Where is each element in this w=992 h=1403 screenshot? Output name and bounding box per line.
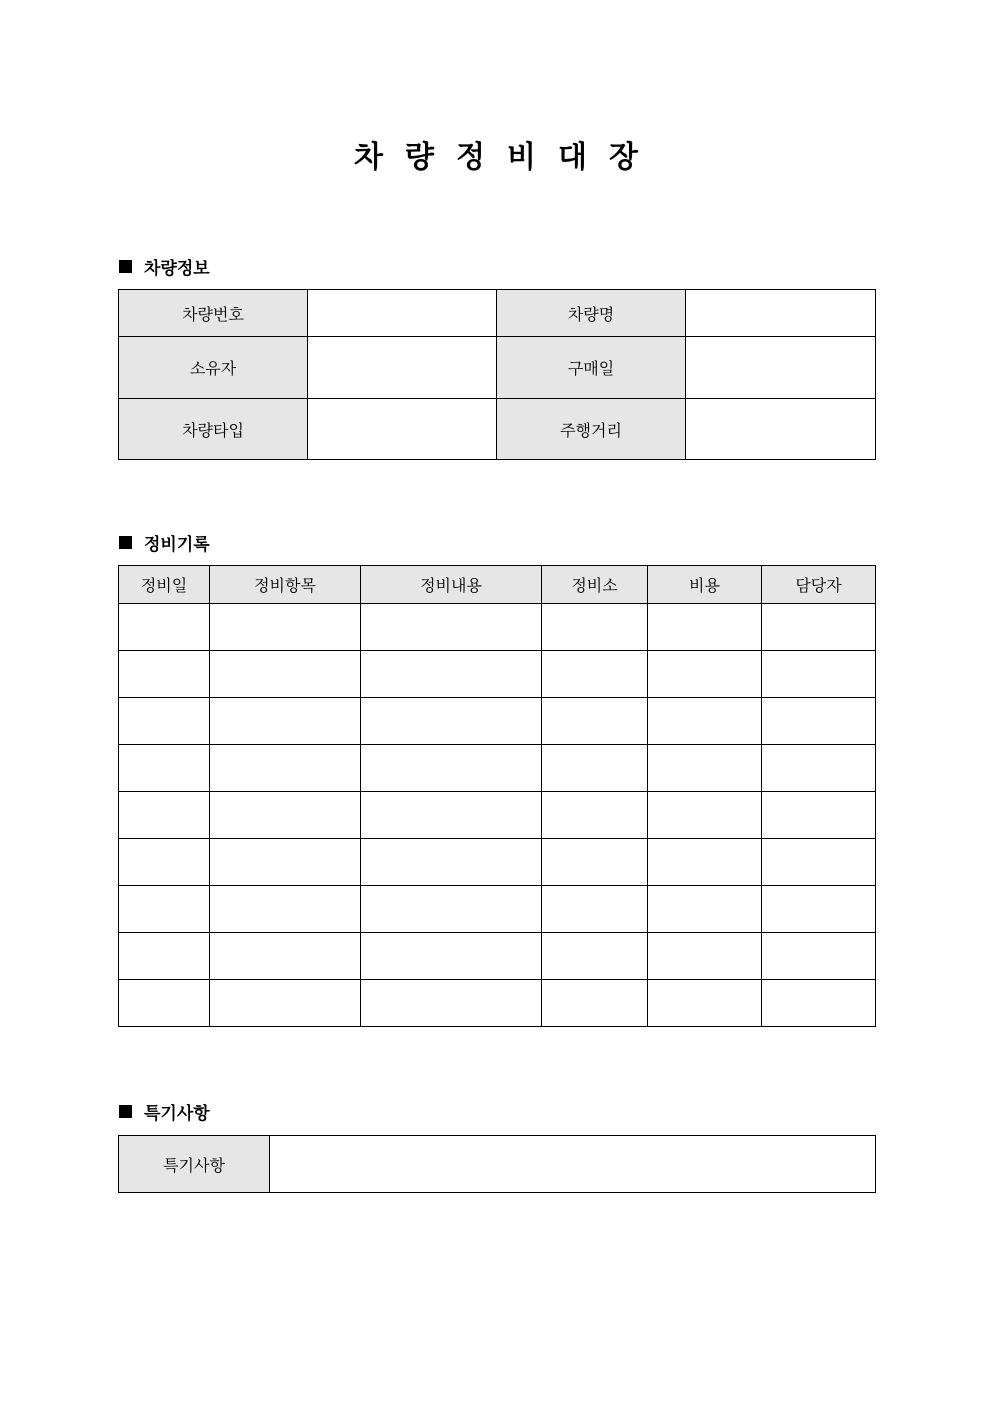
maintenance-cell-details[interactable] — [361, 933, 542, 980]
maintenance-cell-details[interactable] — [361, 698, 542, 745]
maintenance-heading — [119, 530, 210, 555]
square-bullet-icon — [119, 536, 132, 549]
notes-heading — [119, 1099, 210, 1124]
maintenance-cell-shop[interactable] — [542, 651, 648, 698]
table-row — [119, 839, 876, 886]
maintenance-cell-cost[interactable] — [648, 651, 762, 698]
maintenance-cell-item[interactable] — [210, 792, 361, 839]
table-row — [119, 1136, 876, 1193]
maintenance-cell-cost[interactable] — [648, 604, 762, 651]
table-row — [119, 604, 876, 651]
col-header-date: 정비일 — [119, 566, 210, 604]
maintenance-cell-shop[interactable] — [542, 933, 648, 980]
maintenance-cell-item[interactable] — [210, 980, 361, 1027]
maintenance-cell-shop[interactable] — [542, 604, 648, 651]
maintenance-cell-item[interactable] — [210, 839, 361, 886]
maintenance-cell-details[interactable] — [361, 886, 542, 933]
page-title — [0, 132, 992, 176]
table-row — [119, 792, 876, 839]
maintenance-cell-date[interactable] — [119, 980, 210, 1027]
maintenance-cell-manager[interactable] — [762, 792, 876, 839]
mileage-field[interactable] — [686, 399, 876, 460]
maintenance-cell-manager[interactable] — [762, 745, 876, 792]
purchase-date-label: 구매일 — [497, 337, 686, 399]
maintenance-cell-shop[interactable] — [542, 839, 648, 886]
maintenance-cell-cost[interactable] — [648, 745, 762, 792]
table-row — [119, 698, 876, 745]
vehicle-type-field[interactable] — [308, 399, 497, 460]
title-char: 정 — [456, 140, 485, 175]
title-char: 장 — [608, 140, 638, 175]
maintenance-cell-date[interactable] — [119, 604, 210, 651]
maintenance-cell-item[interactable] — [210, 604, 361, 651]
table-row — [119, 886, 876, 933]
title-char: 량 — [405, 140, 435, 175]
col-header-manager: 담당자 — [762, 566, 876, 604]
maintenance-cell-date[interactable] — [119, 651, 210, 698]
maintenance-cell-details[interactable] — [361, 980, 542, 1027]
maintenance-cell-item[interactable] — [210, 933, 361, 980]
table-row — [119, 745, 876, 792]
maintenance-heading-text: 정비기록 — [144, 535, 210, 555]
col-header-details: 정비내용 — [361, 566, 542, 604]
maintenance-cell-cost[interactable] — [648, 980, 762, 1027]
owner-label: 소유자 — [119, 337, 308, 399]
maintenance-cell-item[interactable] — [210, 651, 361, 698]
maintenance-cell-shop[interactable] — [542, 980, 648, 1027]
maintenance-cell-manager[interactable] — [762, 698, 876, 745]
maintenance-cell-cost[interactable] — [648, 933, 762, 980]
table-row — [119, 933, 876, 980]
maintenance-cell-shop[interactable] — [542, 745, 648, 792]
maintenance-cell-item[interactable] — [210, 886, 361, 933]
maintenance-body — [119, 604, 876, 1027]
maintenance-cell-date[interactable] — [119, 698, 210, 745]
owner-field[interactable] — [308, 337, 497, 399]
maintenance-cell-cost[interactable] — [648, 698, 762, 745]
maintenance-cell-shop[interactable] — [542, 886, 648, 933]
maintenance-cell-details[interactable] — [361, 604, 542, 651]
title-char: 차 — [354, 140, 384, 175]
maintenance-cell-manager[interactable] — [762, 839, 876, 886]
plate-number-field[interactable] — [308, 290, 497, 337]
maintenance-cell-cost[interactable] — [648, 839, 762, 886]
maintenance-cell-manager[interactable] — [762, 604, 876, 651]
col-header-cost: 비용 — [648, 566, 762, 604]
maintenance-cell-item[interactable] — [210, 698, 361, 745]
vehicle-name-label: 차량명 — [497, 290, 686, 337]
notes-heading-text: 특기사항 — [144, 1104, 210, 1124]
maintenance-cell-manager[interactable] — [762, 980, 876, 1027]
maintenance-cell-date[interactable] — [119, 933, 210, 980]
vehicle-info-heading — [119, 254, 210, 279]
maintenance-cell-manager[interactable] — [762, 933, 876, 980]
maintenance-cell-cost[interactable] — [648, 886, 762, 933]
title-char: 대 — [557, 140, 587, 175]
table-row — [119, 980, 876, 1027]
maintenance-cell-details[interactable] — [361, 651, 542, 698]
maintenance-cell-details[interactable] — [361, 792, 542, 839]
maintenance-cell-date[interactable] — [119, 839, 210, 886]
maintenance-header-row — [119, 566, 876, 604]
maintenance-cell-manager[interactable] — [762, 651, 876, 698]
maintenance-cell-details[interactable] — [361, 839, 542, 886]
notes-label: 특기사항 — [119, 1136, 270, 1193]
vehicle-info-heading-text: 차량정보 — [144, 259, 210, 279]
maintenance-cell-details[interactable] — [361, 745, 542, 792]
notes-table — [118, 1135, 876, 1193]
table-row — [119, 399, 876, 460]
vehicle-type-label: 차량타입 — [119, 399, 308, 460]
title-char: 비 — [507, 140, 536, 175]
maintenance-cell-shop[interactable] — [542, 792, 648, 839]
maintenance-cell-cost[interactable] — [648, 792, 762, 839]
table-row — [119, 337, 876, 399]
vehicle-name-field[interactable] — [686, 290, 876, 337]
mileage-label: 주행거리 — [497, 399, 686, 460]
maintenance-cell-date[interactable] — [119, 792, 210, 839]
table-row — [119, 651, 876, 698]
plate-number-label: 차량번호 — [119, 290, 308, 337]
vehicle-info-table — [118, 289, 876, 460]
notes-field[interactable] — [270, 1136, 876, 1193]
table-row — [119, 290, 876, 337]
maintenance-cell-shop[interactable] — [542, 698, 648, 745]
col-header-item: 정비항목 — [210, 566, 361, 604]
col-header-shop: 정비소 — [542, 566, 648, 604]
maintenance-table — [118, 565, 876, 1027]
maintenance-cell-item[interactable] — [210, 745, 361, 792]
maintenance-cell-manager[interactable] — [762, 886, 876, 933]
purchase-date-field[interactable] — [686, 337, 876, 399]
maintenance-cell-date[interactable] — [119, 745, 210, 792]
maintenance-cell-date[interactable] — [119, 886, 210, 933]
square-bullet-icon — [119, 1105, 132, 1118]
square-bullet-icon — [119, 260, 132, 273]
